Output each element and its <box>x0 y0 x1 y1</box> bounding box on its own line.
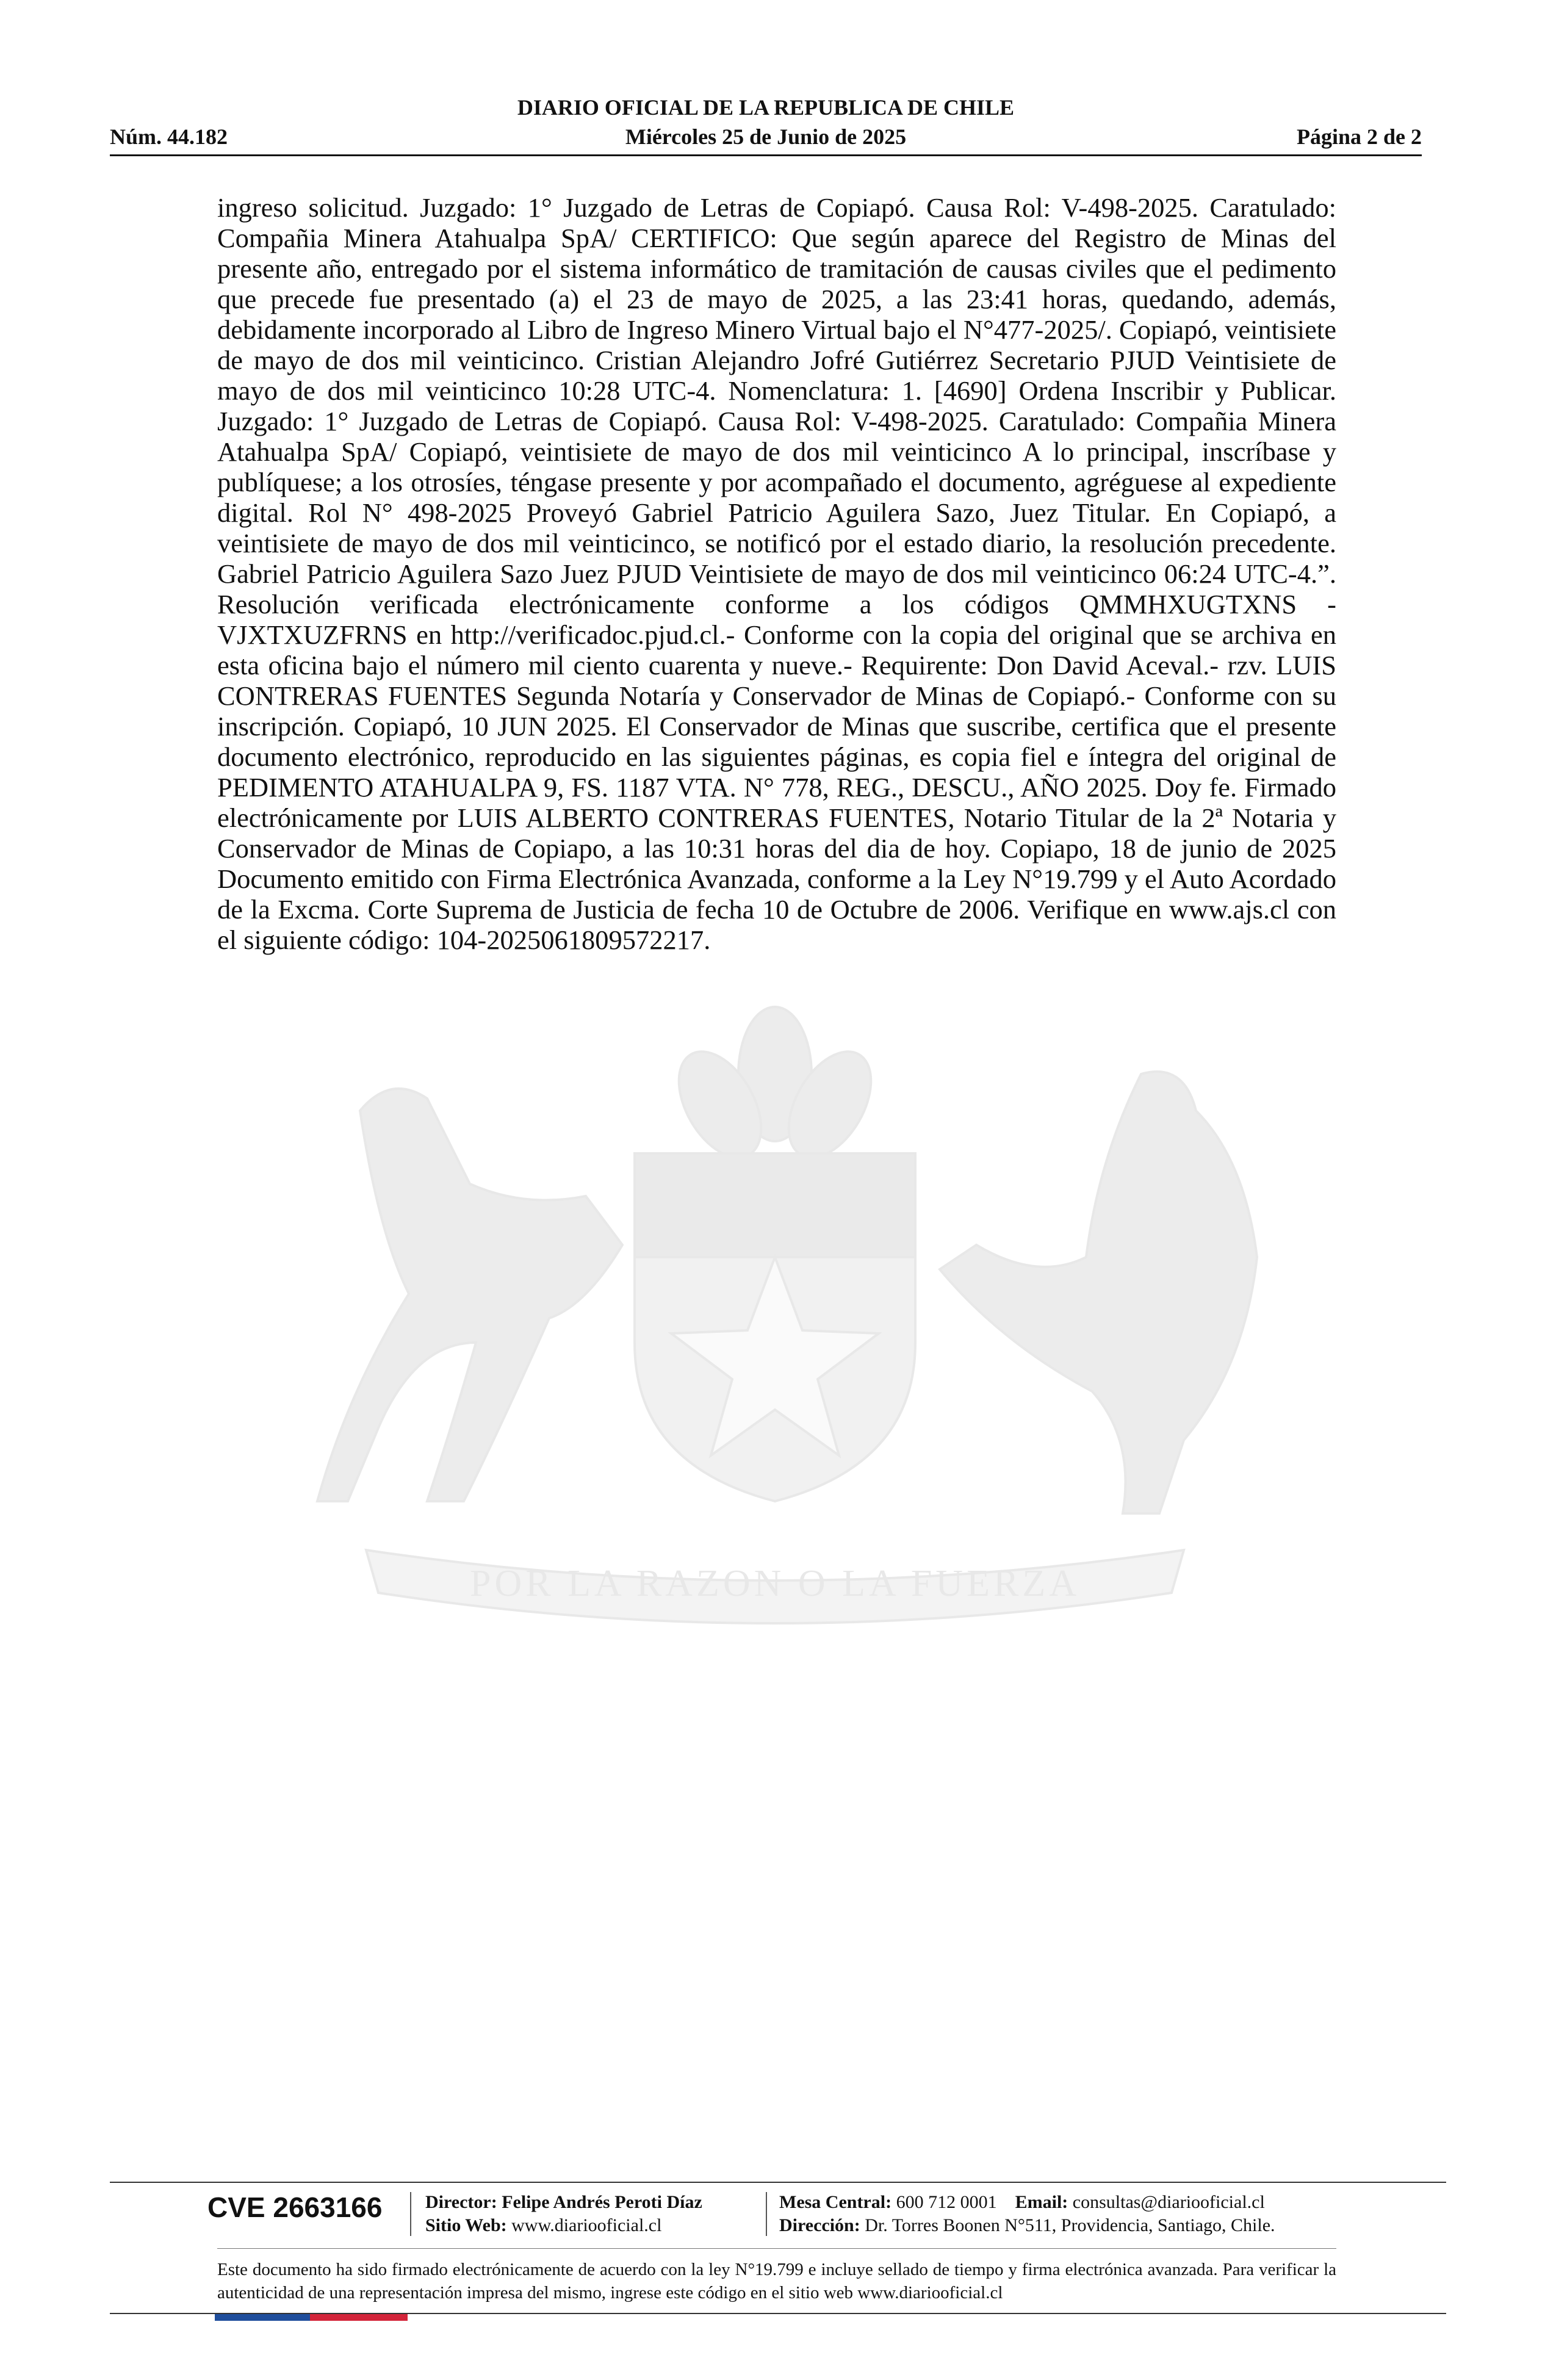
page-indicator: Página 2 de 2 <box>1296 124 1422 149</box>
address-text: Dr. Torres Boonen N°511, Providencia, Santiago, Chile. <box>865 2215 1275 2235</box>
footer-top-divider <box>110 2182 1446 2183</box>
director-label: Director: <box>425 2192 497 2212</box>
footer-contact-block <box>779 2191 1275 2237</box>
website-label: Sitio Web: <box>425 2215 507 2235</box>
document-body: ingreso solicitud. Juzgado: 1° Juzgado de Letras de Copiapó. Causa Rol: V-498-2025. Caratulado: Compañia Minera Atahualpa SpA/ CERTIFICO: Que según aparece del Registro de Minas del presente año, entregado por el sistema informático de tramitación de causas civiles que el pedimento que precede fue presentado (a) el 23 de mayo de 2025, a las 23:41 horas, quedando, además, debidamente incorporado al Libro de Ingreso Minero Virtual bajo el N°477-2025/. Copiapó, veintisiete de mayo de dos mil veinticinco. Cristian Alejandro Jofré Gutiérrez Secretario PJUD Veintisiete de mayo de dos mil veinticinco 10:28 UTC-4. Nomenclatura: 1. [4690] Ordena Inscribir y Publicar. Juzgado: 1° Juzgado de Letras de Copiapó. Causa Rol: V-498-2025. Caratulado: Compañia Minera Atahualpa SpA/ Copiapó, veintisiete de mayo de dos mil veinticinco A lo principal, inscríbase y publíquese; a los otrosíes, téngase presente y por acompañado el documento, agréguese al expediente digital. Rol N° 498-2025 Proveyó Gabriel Patricio Aguilera Sazo, Juez Titular. En Copiapó, a veintisiete de mayo de dos mil veinticinco, se notificó por el estado diario, la resolución precedente. Gabriel Patricio Aguilera Sazo Juez PJUD Veintisiete de mayo de dos mil veinticinco 06:24 UTC-4.”. Resolución verificada electrónicamente conforme a los códigos QMMHXUGTXNS - VJXTXUZFRNS en http://verificadoc.pjud.cl.- Conforme con la copia del original que se archiva en esta oficina bajo el número mil ciento cuarenta y nueve.- Requirente: Don David Aceval.- rzv. LUIS CONTRERAS FUENTES Segunda Notaría y Conservador de Minas de Copiapó.- Conforme con su inscripción. Copiapó, 10 JUN 2025. El Conservador de Minas que suscribe, certifica que el presente documento electrónico, reproducido en las siguientes páginas, es copia fiel e íntegra del original de PEDIMENTO ATAHUALPA 9, FS. 1187 VTA. N° 778, REG., DESCU., AÑO 2025. Doy fe. Firmado electrónicamente por LUIS ALBERTO CONTRERAS FUENTES, Notario Titular de la 2ª Notaria y Conservador de Minas de Copiapo, a las 10:31 horas del dia de hoy. Copiapo, 18 de junio de 2025 Documento emitido con Firma Electrónica Avanzada, conforme a la Ley N°19.799 y el Auto Acordado de la Excma. Corte Suprema de Justicia de fecha 10 de Octubre de 2006. Verifique en www.ajs.cl con el siguiente código: 104-2025061809572217. <box>217 192 1336 955</box>
motto-text: POR LA RAZON O LA FUERZA <box>469 1563 1081 1604</box>
footer-separator <box>410 2192 411 2236</box>
huemul-icon <box>317 1089 622 1501</box>
phone-number: 600 712 0001 <box>896 2192 997 2212</box>
newspaper-title: DIARIO OFICIAL DE LA REPUBLICA DE CHILE <box>517 95 1015 120</box>
header-divider <box>110 154 1422 156</box>
website-link[interactable]: www.diariooficial.cl <box>511 2215 662 2235</box>
email-label: Email: <box>1015 2192 1068 2212</box>
shield-icon <box>635 1153 915 1501</box>
coat-of-arms-watermark <box>207 1001 1342 1642</box>
issue-date: Miércoles 25 de Junio de 2025 <box>625 124 907 149</box>
footer-separator <box>766 2192 767 2236</box>
flag-stripe-red <box>310 2314 408 2321</box>
condor-icon <box>940 1072 1257 1513</box>
director-name: Felipe Andrés Peroti Díaz <box>502 2192 702 2212</box>
address-label: Dirección: <box>779 2215 860 2235</box>
phone-label: Mesa Central: <box>779 2192 892 2212</box>
issue-number: Núm. 44.182 <box>110 124 228 149</box>
footer-mid-divider <box>217 2248 1336 2249</box>
footer-director-block <box>425 2191 702 2237</box>
cve-code: CVE 2663166 <box>207 2191 383 2223</box>
page-header <box>110 95 1422 156</box>
plume-icon <box>662 1007 888 1172</box>
email-link[interactable]: consultas@diariooficial.cl <box>1072 2192 1265 2212</box>
signature-disclaimer: Este documento ha sido firmado electrónicamente de acuerdo con la ley N°19.799 e incluye sellado de tiempo y firma electrónica avanzada. Para verificar la autenticidad de una representación impresa del mismo, ingrese este código en el sitio web www.diariooficial.cl <box>217 2260 1336 2302</box>
flag-stripe-blue <box>215 2314 310 2321</box>
